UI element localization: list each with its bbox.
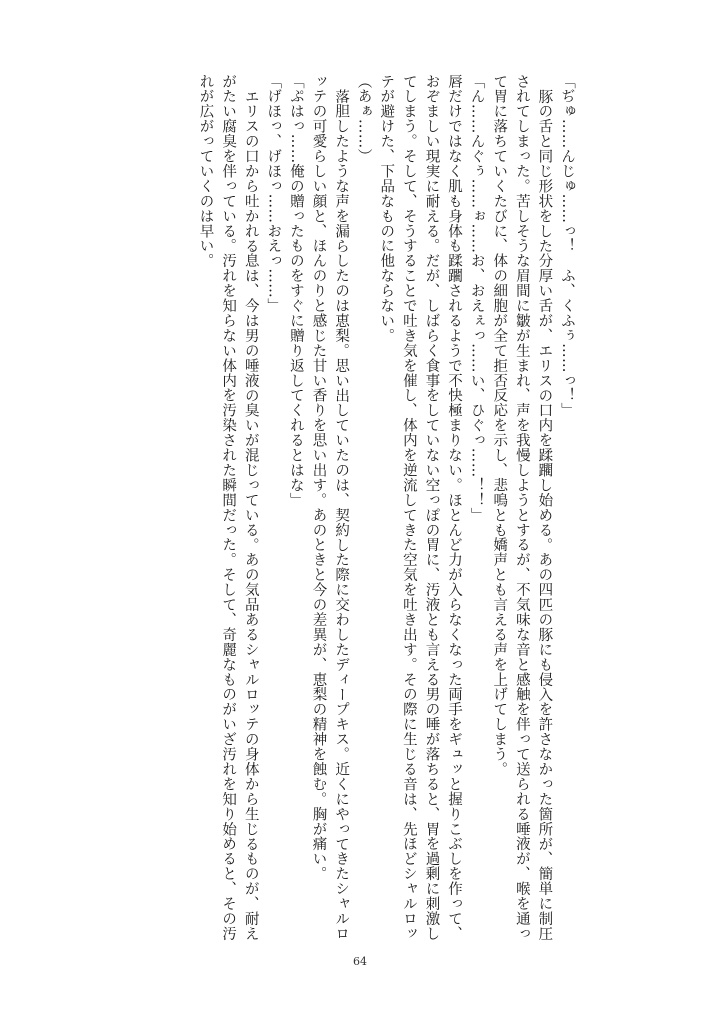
narration-paragraph: エリスの口から吐かれる息は、今は男の唾液の臭いが混じっている。あの気品あるシャルロッテの身体から生じるものが、耐えがたい腐臭を伴っている。汚れを知らない体内を汚染された瞬間だった。そして、奇麗なものがいざ汚れを知り始めると、その汚れが広がっていくのは早い。 xyxy=(197,74,259,942)
dialogue-line: 「ん……んぐぅ……ぉ……お、おえぇっ……い、ひぐっ……！！」 xyxy=(468,74,485,523)
dialogue-line: 「げほっ、げほっ……おえっ……」 xyxy=(265,74,282,314)
page-number: 64 xyxy=(353,955,367,968)
narration-paragraph: 唇だけではなく肌も身体も蹂躙されるようで不快極まりない。ほとんど力が入らなくなった両手をギュッと握りこぶしを作って、おぞましい現実に耐える。だが、しばらく食事をしていない空っぽの胃に、汚液とも言える男の唾が落ちると、胃を過剰に刺激してしまう。そして、そうすることで吐き気を催し、体内を逆流してきた空気を吐き出す。その際に生じる音は、先ほどシャルロッテが避けた、下品なものに他ならない。 xyxy=(378,74,463,942)
inner-thought-line: （あぁ……） xyxy=(355,74,372,164)
narration-paragraph: 落胆したような声を漏らしたのは恵梨。思い出していたのは、契約した際に交わしたディープキス。近くにやってきたシャルロッテの可愛らしい顔と、ほんのりと感じた甘い香りを思い出す。あのときと今の差異が、恵梨の精神を蝕む。胸が痛い。 xyxy=(310,74,350,941)
vertical-text-body xyxy=(92,74,578,954)
dialogue-line: 「ぢゅ……んじゅ……っ！ ふ、くふぅ……っ！」 xyxy=(559,74,575,418)
dialogue-line: 「ぷはっ……俺の贈ったものをすぐに贈り返してくれるとはな」 xyxy=(287,74,304,508)
narration-paragraph: 豚の舌と同じ形状をした分厚い舌が、エリスの口内を蹂躙し始める。あの四匹の豚にも侵入を許さなかった箇所が、簡単に制圧されてしまった。苦しそうな眉間に皺が生まれ、声を我慢しようとするが、不気味な音と感触を伴って送られる唾液が、喉を通って胃に落ちていくたびに、体の細胞が全て拒否反応を示し、悲鳴とも嬌声とも言える声を上げてしまう。 xyxy=(491,74,553,942)
